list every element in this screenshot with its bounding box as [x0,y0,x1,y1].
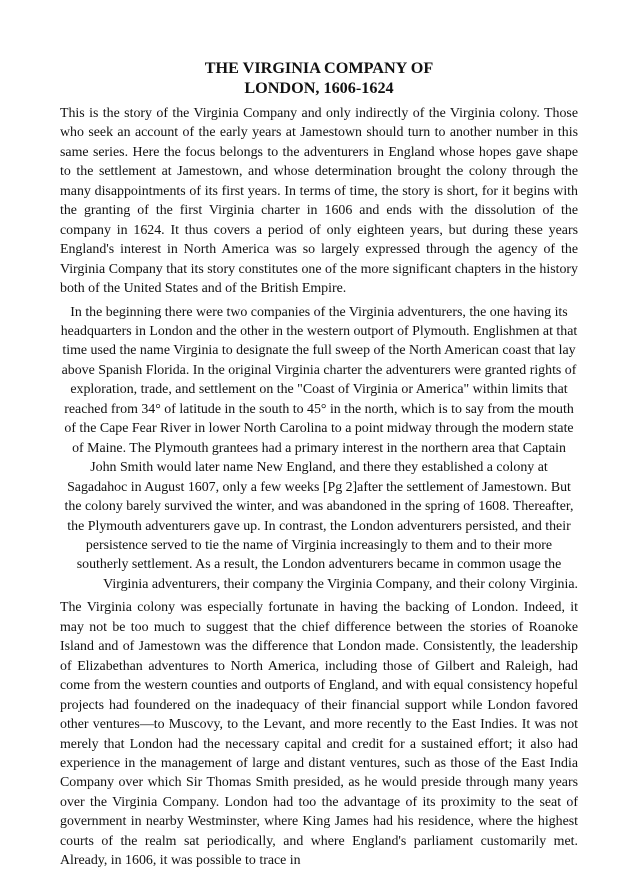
document-title [60,58,578,98]
paragraph-3: The Virginia colony was especially fortunate in having the backing of London. Indeed, it may not be too much to suggest that the chief difference between the stories of Roanoke Island and of Jamestown was the difference that London made. Consistently, the leadership of Elizabethan adventures to North America, including those of Gilbert and Raleigh, had come from the western counties and outports of England, and with equal consistency hopeful projects had foundered on the inadequacy of their financial support while London favored other ventures—to Muscovy, to the Levant, and more recently to the East Indies. It was not merely that London had the necessary capital and credit for a sustained effort; it also had experience in the management of large and distant ventures, such as those of the East India Company over which Sir Thomas Smith presided, as he would preside through many years over the Virginia Company. London had too the advantage of its proximity to the seat of government in nearby Westminster, where King James had his residence, where the highest courts of the realm sat periodically, and where England's parliament customarily met. Already, in 1606, it was possible to trace in [60,600,578,869]
paragraph-2: In the beginning there were two companies of the Virginia adventurers, the one having its headquarters in London and the other in the western outport of Plymouth. Englishmen at that time used the name Virginia to designate the full sweep of the North American coast that lay above Spanish Florida. In the original Virginia charter the adventurers were granted rights of exploration, trade, and settlement on the "Coast of Virginia or America" within limits that reached from 34° of latitude in the south to 45° in the north, which is to say from the mouth of the Cape Fear River in lower North Carolina to a point midway through the modern state of Maine. The Plymouth grantees had a primary interest in the northern area that Captain John Smith would later name New England, and there they established a colony at Sagadahoc in August 1607, only a few weeks [Pg 2]after the settlement of Jamestown. But the colony barely survived the winter, and was abandoned in the spring of 1608. Thereafter, the Plymouth adventurers gave up. In contrast, the London adventurers persisted, and their persistence served to tie the name of Virginia increasingly to them and to their more southerly settlement. As a result, the London adventurers became in common usage the Virginia adventurers, their company the Virginia Company, and their colony Virginia. [60,304,578,592]
paragraph-1: This is the story of the Virginia Company and only indirectly of the Virginia colony. Those who seek an account of the early years at Jamestown should turn to another number in this same series. Here the focus belongs to the adventurers in England whose hopes gave shape to the settlement at Jamestown, and whose determination brought the colony through the many disappointments of its first years. In terms of time, the story is short, for it begins with the granting of the first Virginia charter in 1606 and ends with the dissolution of the company in 1624. It thus covers a period of only eighteen years, but during these years England's interest in North America was so largely expressed through the agency of the Virginia Company that its story constitutes one of the more significant chapters in the history both of the United States and of the British Empire. [60,106,578,297]
title-line-1: THE VIRGINIA COMPANY OF [204,59,434,77]
document-page [60,58,578,875]
title-line-2: LONDON, 1606-1624 [244,79,394,97]
